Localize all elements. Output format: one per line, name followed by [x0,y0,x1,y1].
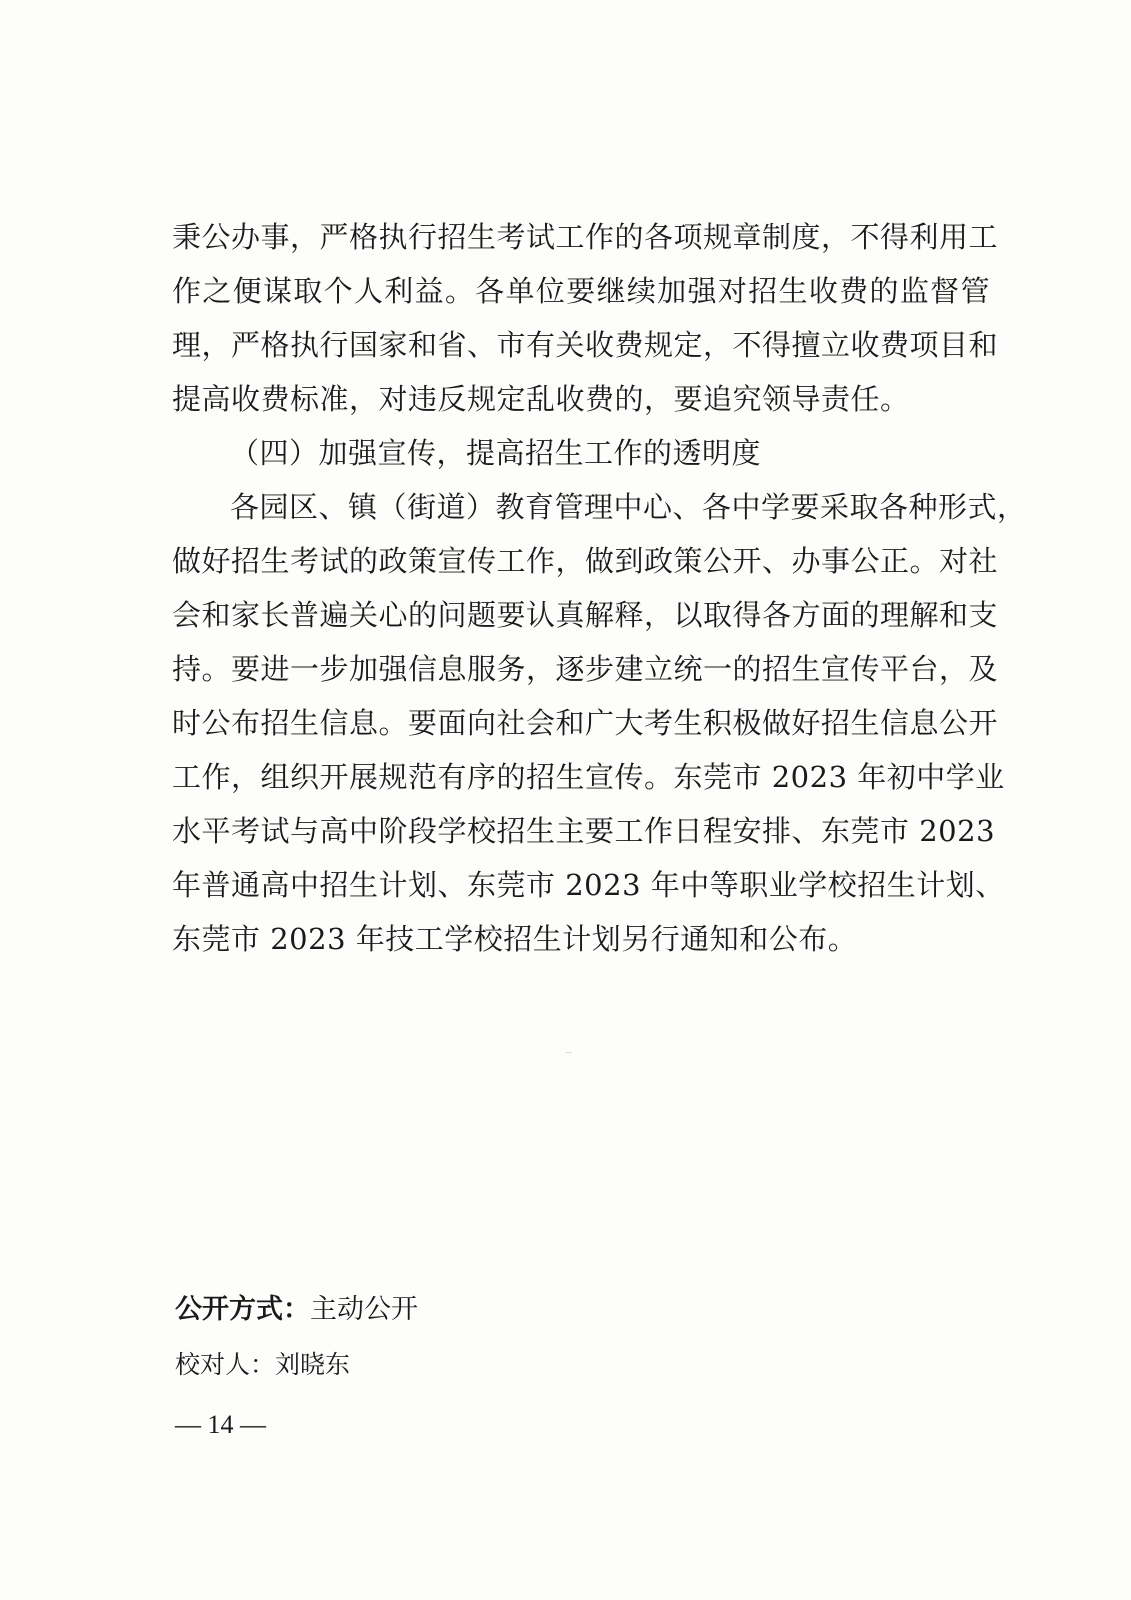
paragraph-line: 理，严格执行国家和省、市有关收费规定，不得擅立收费项目和 [172,328,999,362]
section-heading: （四）加强宣传，提高招生工作的透明度 [230,436,762,470]
paragraph-line: 东莞市 2023 年技工学校招生计划另行通知和公布。 [172,922,858,956]
body-text [172,210,1027,966]
paragraph-line: 持。要进一步加强信息服务，逐步建立统一的招生宣传平台，及 [172,652,999,686]
paragraph-line: 水平考试与高中阶段学校招生主要工作日程安排、东莞市 2023 [172,814,996,848]
disclosure-value: 主动公开 [310,1294,418,1325]
disclosure-method [175,1290,418,1330]
paragraph-line: 各园区、镇（街道）教育管理中心、各中学要采取各种形式， [230,490,1027,524]
paragraph-line: 作之便谋取个人利益。各单位要继续加强对招生收费的监督管 [172,274,990,308]
paragraph-line: 年普通高中招生计划、东莞市 2023 年中等职业学校招生计划、 [172,868,1005,902]
proofreader: 校对人：刘晓东 [175,1350,351,1379]
paragraph-line: 会和家长普遍关心的问题要认真解释，以取得各方面的理解和支 [172,598,999,632]
scan-mark [566,1052,572,1053]
paragraph-line: 秉公办事，严格执行招生考试工作的各项规章制度，不得利用工 [172,220,999,254]
paragraph-line: 工作，组织开展规范有序的招生宣传。东莞市 2023 年初中学业 [172,760,1005,794]
paragraph-line: 提高收费标准，对违反规定乱收费的，要追究领导责任。 [172,382,910,416]
paragraph-line: 时公布招生信息。要面向社会和广大考生积极做好招生信息公开 [172,706,999,740]
page-number: — 14 — [175,1410,266,1439]
paragraph-line: 做好招生考试的政策宣传工作，做到政策公开、办事公正。对社 [172,544,999,578]
disclosure-label: 公开方式： [175,1294,310,1325]
